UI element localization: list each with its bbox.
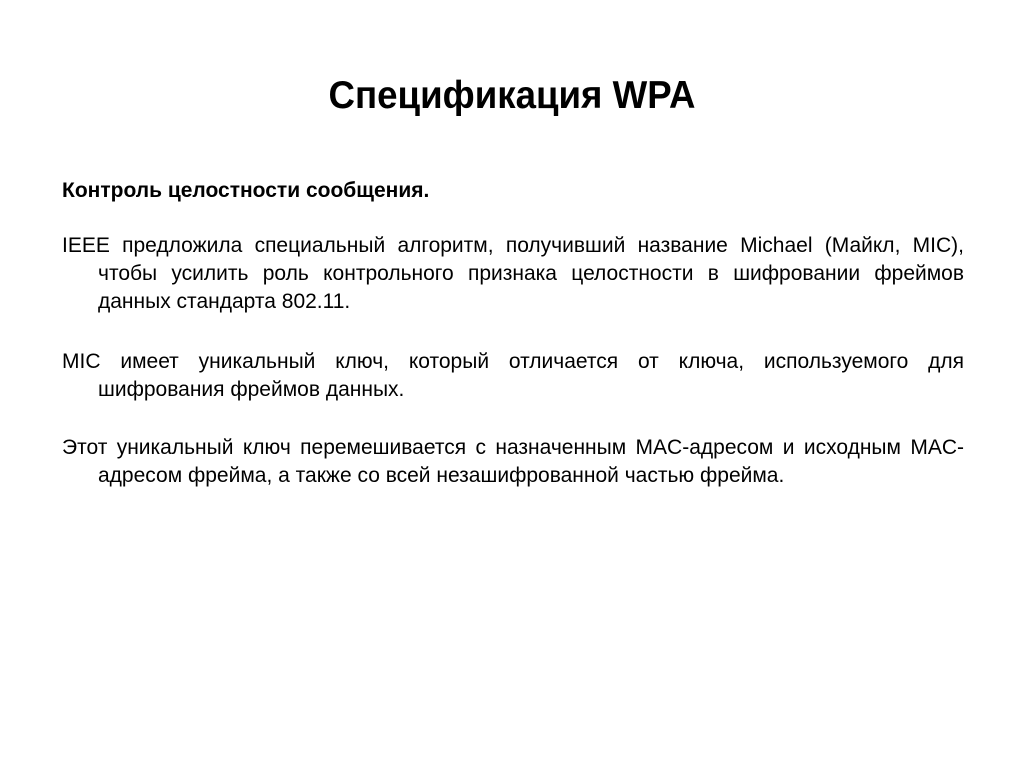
paragraph-mic-key: MIC имеет уникальный ключ, который отличается от ключа, используемого для шифрования фреймов данных. <box>62 350 964 401</box>
paragraph-ieee-michael: IEEE предложила специальный алгоритм, получивший название Michael (Майкл, MIC), чтобы усилить роль контрольного признака целостности в шифровании фреймов данных стандарта 802.11. <box>62 234 964 313</box>
slide-content <box>62 176 964 521</box>
section-heading: Контроль целостности сообщения. <box>62 179 430 202</box>
slide-title: Спецификация WPA <box>328 74 696 117</box>
paragraph-key-mixing: Этот уникальный ключ перемешивается с назначенным MAC-адресом и исходным MAC-адресом фрейма, а также со всей незашифрованной частью фрейма. <box>62 436 964 487</box>
